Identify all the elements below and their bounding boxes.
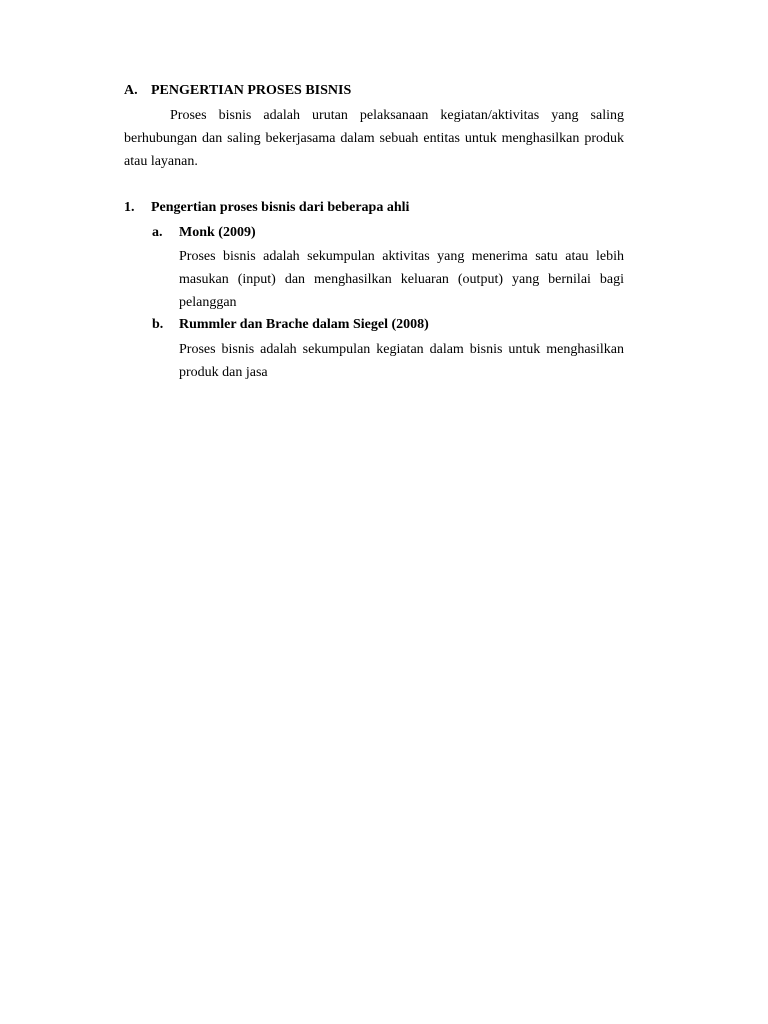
list-item-heading: Rummler dan Brache dalam Siegel (2008): [179, 317, 429, 332]
subsection-number: 1.: [124, 200, 135, 215]
intro-paragraph: Proses bisnis adalah urutan pelaksanaan kegiatan/aktivitas yang saling berhubungan dan saling bekerjasama dalam sebuah entitas untuk menghasilkan produk atau layanan.: [124, 108, 624, 169]
list-item-text: Proses bisnis adalah sekumpulan kegiatan dalam bisnis untuk menghasilkan produk dan jasa: [179, 342, 624, 380]
subsection-heading: [124, 199, 409, 217]
list-item-marker: b.: [152, 317, 164, 332]
list-item-title: [152, 224, 256, 242]
subsection-title: Pengertian proses bisnis dari beberapa ahli: [151, 200, 410, 215]
section-number: A.: [124, 83, 138, 98]
list-item-text: Proses bisnis adalah sekumpulan aktivitas yang menerima satu atau lebih masukan (input) dan menghasilkan keluaran (output) yang bernilai bagi pelanggan: [179, 249, 624, 310]
section-title: PENGERTIAN PROSES BISNIS: [151, 83, 352, 98]
list-item-heading: Monk (2009): [179, 225, 256, 240]
list-item-marker: a.: [152, 225, 163, 240]
list-item-title: [152, 316, 429, 334]
section-heading: [124, 82, 351, 100]
